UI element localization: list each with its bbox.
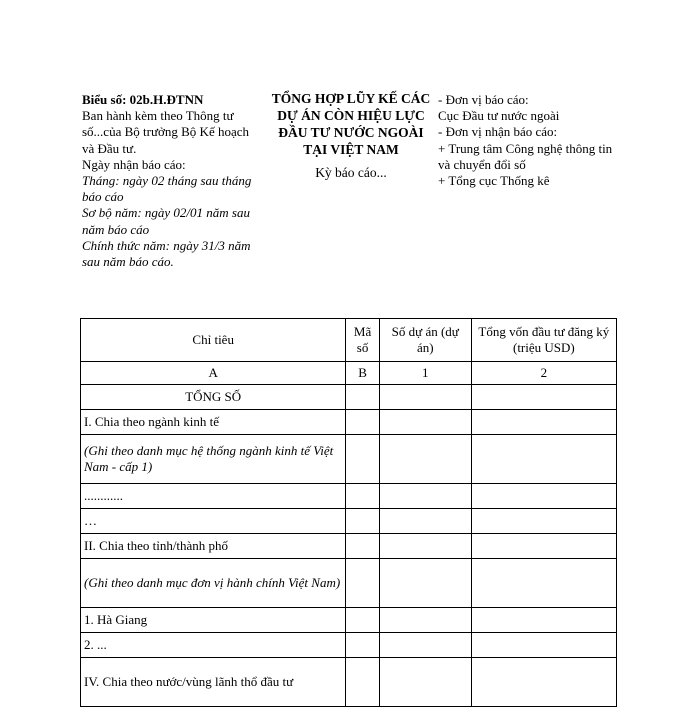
column-code-row: [81, 362, 617, 385]
header-right: [438, 92, 618, 189]
table-row: [81, 385, 617, 410]
table-row: [81, 534, 617, 559]
row-label: (Ghi theo danh mục hệ thống ngành kinh tế Việt Nam - cấp 1): [81, 435, 346, 484]
row-label: IV. Chia theo nước/vùng lãnh thổ đầu tư: [81, 658, 346, 707]
report-table: [80, 318, 617, 707]
table-cell: [379, 385, 471, 410]
table-cell: [379, 534, 471, 559]
row-label: II. Chia theo tỉnh/thành phố: [81, 534, 346, 559]
official-year-deadline: Chính thức năm: ngày 31/3 năm sau năm báo cáo.: [82, 237, 251, 270]
table-row: [81, 410, 617, 435]
table-row: [81, 559, 617, 608]
table-cell: [346, 435, 379, 484]
row-label: I. Chia theo ngành kinh tế: [81, 410, 346, 435]
report-title-line-1: TỔNG HỢP LŨY KẾ CÁC: [271, 91, 431, 106]
table-cell: [346, 608, 379, 633]
table-cell: [379, 658, 471, 707]
table-row: [81, 633, 617, 658]
table-cell: [379, 608, 471, 633]
column-header-indicator: Chỉ tiêu: [81, 319, 346, 362]
header-left: [82, 92, 262, 270]
row-label: 2. ...: [81, 633, 346, 658]
issued-with-text: Ban hành kèm theo Thông tư số...của Bộ trưởng Bộ Kế hoạch và Đầu tư.: [82, 108, 250, 156]
table-cell: [471, 385, 616, 410]
report-period: Kỳ báo cáo...: [315, 165, 387, 180]
form-number: Biểu số: 02b.H.ĐTNN: [82, 92, 204, 107]
table-cell: [471, 410, 616, 435]
receiving-unit-label: - Đơn vị nhận báo cáo:: [438, 124, 558, 140]
receiver-2: + Tổng cục Thống kê: [438, 173, 550, 189]
reporting-unit-label: - Đơn vị báo cáo:: [438, 92, 529, 107]
column-code: 2: [471, 362, 616, 385]
table-cell: [379, 509, 471, 534]
row-label: (Ghi theo danh mục đơn vị hành chính Việt Nam): [81, 559, 346, 608]
reporting-unit: Cục Đầu tư nước ngoài: [438, 108, 560, 124]
table-cell: [471, 658, 616, 707]
receiver-1: + Trung tâm Công nghệ thông tin và chuyển đổi số: [438, 140, 613, 172]
table-cell: [379, 484, 471, 509]
monthly-deadline: Tháng: ngày 02 tháng sau tháng báo cáo: [82, 173, 252, 205]
table-cell: [471, 633, 616, 658]
preliminary-year-deadline: Sơ bộ năm: ngày 02/01 năm sau năm báo cáo: [82, 205, 250, 237]
row-label: 1. Hà Giang: [81, 608, 346, 633]
row-label: …: [81, 509, 346, 534]
table-row: [81, 658, 617, 707]
table-row: [81, 509, 617, 534]
table-cell: [346, 559, 379, 608]
column-header-code: Mã số: [346, 319, 379, 362]
table-cell: [346, 385, 379, 410]
table-cell: [471, 608, 616, 633]
table-cell: [346, 484, 379, 509]
header-center: [262, 90, 440, 181]
table-cell: [379, 435, 471, 484]
column-header-registered-capital: Tổng vốn đầu tư đăng ký (triệu USD): [471, 319, 616, 362]
table-cell: [346, 509, 379, 534]
table-cell: [471, 559, 616, 608]
table-cell: [346, 658, 379, 707]
table-row: [81, 435, 617, 484]
report-title-line-4: TẠI VIỆT NAM: [303, 142, 399, 157]
table-cell: [471, 484, 616, 509]
column-code: B: [346, 362, 379, 385]
column-code: A: [81, 362, 346, 385]
row-label: TỔNG SỐ: [81, 385, 346, 410]
table-cell: [471, 435, 616, 484]
table-cell: [379, 633, 471, 658]
table-row: [81, 608, 617, 633]
column-code: 1: [379, 362, 471, 385]
received-date-label: Ngày nhận báo cáo:: [82, 156, 186, 172]
table-cell: [379, 559, 471, 608]
table-cell: [471, 534, 616, 559]
table-cell: [346, 410, 379, 435]
table-cell: [346, 633, 379, 658]
table-cell: [471, 509, 616, 534]
column-header-project-count: Số dự án (dự án): [379, 319, 471, 362]
report-title-line-2: DỰ ÁN CÒN HIỆU LỰC: [277, 108, 425, 123]
report-title-line-3: ĐẦU TƯ NƯỚC NGOÀI: [278, 125, 424, 140]
table-row: [81, 484, 617, 509]
table-cell: [379, 410, 471, 435]
table-header-row: [81, 319, 617, 362]
row-label: ............: [81, 484, 346, 509]
table-cell: [346, 534, 379, 559]
